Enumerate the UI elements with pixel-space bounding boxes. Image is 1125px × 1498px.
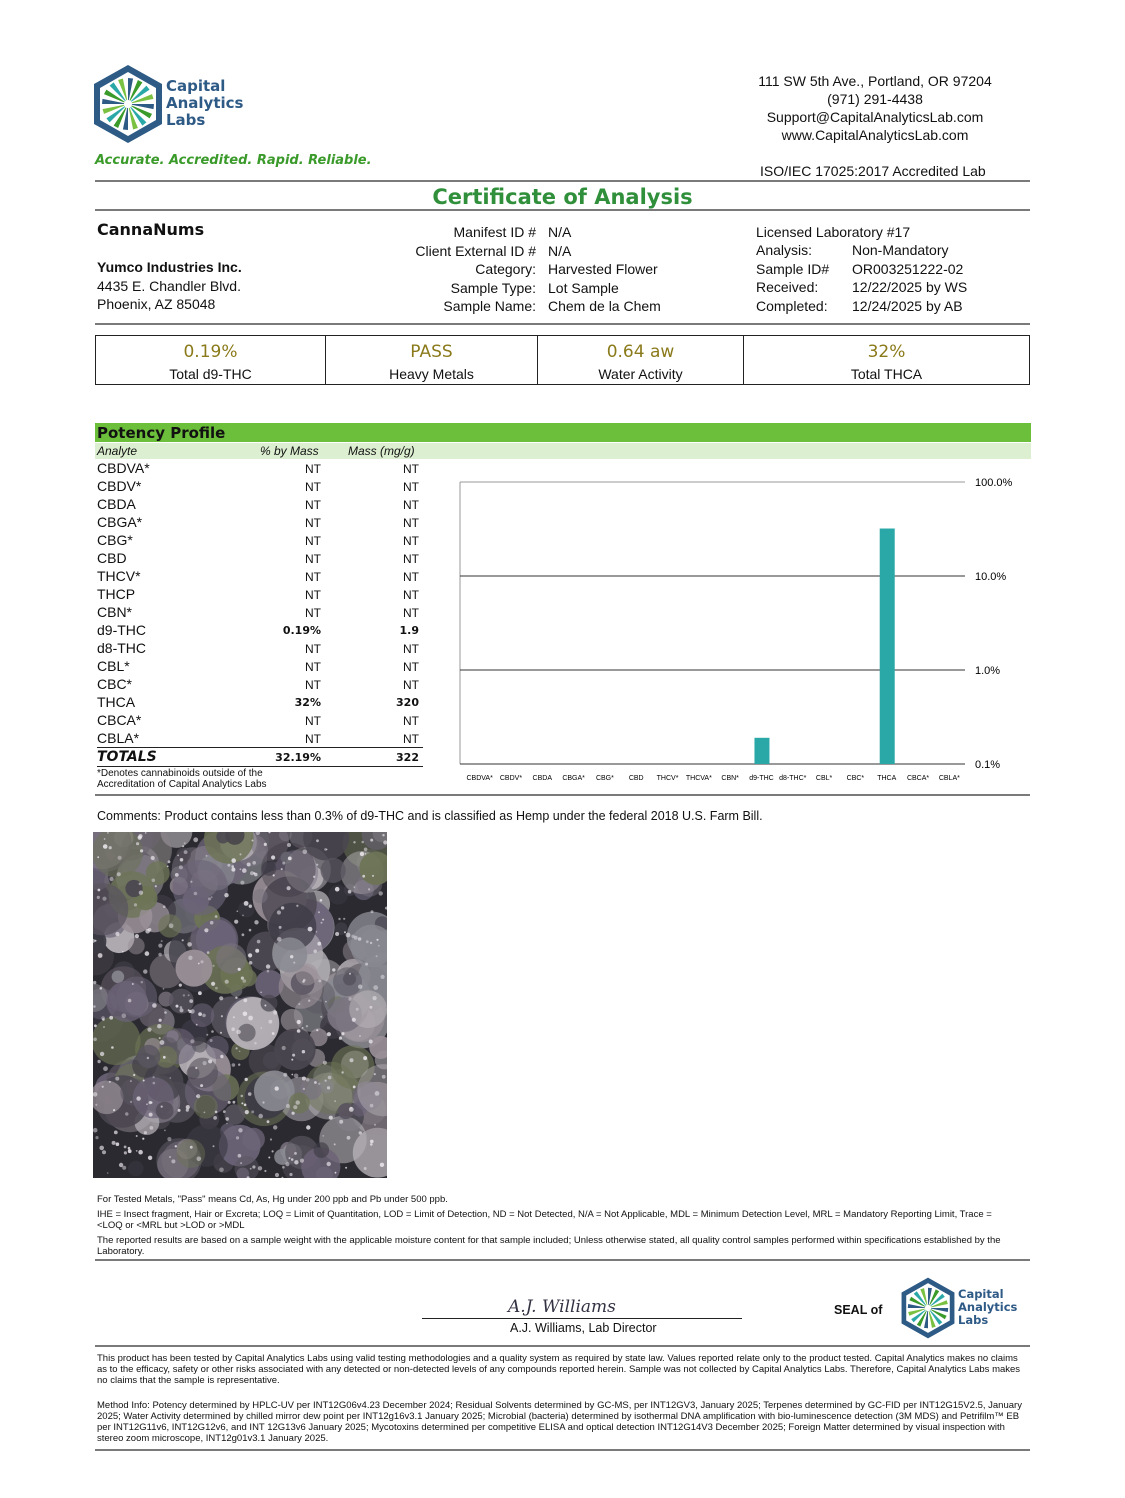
summary-value: 32% [867, 342, 906, 362]
client-street: 4435 E. Chandler Blvd. [97, 277, 241, 294]
potency-title: Potency Profile [97, 424, 226, 442]
summary-label: Heavy Metals [389, 366, 474, 382]
sample-type-value: Lot Sample [548, 279, 619, 296]
analyte-mass: 320 [396, 696, 419, 709]
analyte-pct: NT [305, 678, 321, 692]
lab-name-line1: Capital [166, 77, 226, 95]
potency-column-headers [95, 443, 1031, 459]
lab-address: 111 SW 5th Ave., Portland, OR 97204 [758, 73, 992, 89]
potency-heading [95, 423, 1031, 442]
lab-seal [900, 1276, 1020, 1340]
analyte-name: THCA [97, 694, 136, 710]
summary-water-activity [538, 336, 744, 384]
analyte-mass: NT [403, 534, 419, 548]
lab-email: Support@CapitalAnalyticsLab.com [766, 109, 984, 125]
chart-x-tick-label: CBCA* [906, 775, 930, 782]
footnote-line1: *Denotes cannabinoids outside of the [97, 768, 263, 779]
analyte-name: CBL* [97, 658, 130, 674]
chart-y-tick-label: 0.1% [975, 759, 1001, 771]
lab-phone: (971) 291-4438 [827, 91, 923, 107]
summary-heavy-metals [326, 336, 538, 384]
client-company: Yumco Industries Inc. [97, 259, 242, 275]
sample-name-value: Chem de la Chem [548, 298, 661, 314]
divider [95, 1259, 1030, 1261]
chart-x-tick-label: CBG* [595, 775, 614, 782]
analyte-pct: NT [305, 732, 321, 746]
client-brand: CannaNums [97, 220, 205, 239]
client-ext-label: Client External ID # [415, 242, 536, 259]
analyte-mass: NT [403, 498, 419, 512]
signature-script: A.J. Williams [508, 1297, 616, 1317]
analyte-pct: NT [305, 534, 321, 548]
analyte-pct: NT [305, 642, 321, 656]
divider [95, 180, 1030, 182]
table-row [97, 658, 423, 676]
received-value: 12/22/2025 by WS [852, 279, 968, 295]
table-row [97, 712, 423, 730]
comments: Comments: Product contains less than 0.3% of d9-THC and is classified as Hemp under the federal 2018 U.S. Farm Bill. [97, 809, 763, 823]
analyte-pct: NT [305, 552, 321, 566]
client-address [97, 258, 242, 314]
analyte-mass: NT [403, 714, 419, 728]
chart-x-tick-label: THCVA* [685, 775, 712, 782]
analyte-name: d8-THC [97, 640, 147, 656]
divider [95, 209, 1030, 211]
summary-value: 0.19% [183, 342, 238, 362]
summary-label: Total THCA [850, 366, 923, 382]
table-row [97, 514, 423, 532]
analyte-pct: NT [305, 714, 321, 728]
divider [95, 1345, 1030, 1347]
chart-x-tick-label: THCA [877, 775, 897, 782]
signer: A.J. Williams, Lab Director [510, 1321, 657, 1335]
client-ext-value: N/A [548, 242, 572, 259]
table-row [97, 694, 423, 712]
table-row [97, 586, 423, 604]
chart-x-tick-label: THCV* [656, 775, 679, 782]
sample-labels [380, 223, 536, 316]
completed-value: 12/24/2025 by AB [852, 297, 963, 314]
chart-x-tick-label: CBLA* [938, 775, 960, 782]
table-row [97, 730, 423, 748]
analyte-mass: NT [403, 516, 419, 530]
analyte-name: CBD [97, 550, 127, 566]
analyte-mass: NT [403, 732, 419, 746]
category-label: Category: [475, 261, 536, 277]
analyte-pct: NT [305, 588, 321, 602]
totals-mass: 322 [396, 751, 419, 764]
table-row [97, 676, 423, 694]
sample-id-label: Sample ID# [756, 260, 830, 277]
analyte-mass: NT [403, 678, 419, 692]
chart-x-tick-label: CBL* [815, 775, 833, 782]
product-photo [93, 832, 387, 1178]
disclaimer: This product has been tested by Capital Analytics Labs using valid testing methodologies and a quality system as required by state law. Values reported relate only to the product tested. Capital Analytics makes no claims as to the efficacy, safety or other risks associated with any detected or non-detected levels of any compounds reported herein. Sample was not collected by Capital Analytics Labs. Therefore, Capital Analytics Labs makes no claims that the sample is representative. [97, 1353, 1021, 1386]
chart-y-tick-label: 100.0% [975, 477, 1013, 489]
totals-pct: 32.19% [275, 751, 321, 764]
divider [95, 1449, 1030, 1451]
table-row [97, 532, 423, 550]
analyte-mass: NT [403, 660, 419, 674]
chart-x-tick-label: CBGA* [562, 775, 585, 782]
lab-tagline: Accurate. Accredited. Rapid. Reliable. [95, 153, 372, 168]
chart-x-tick-label: CBDA [532, 775, 553, 782]
analyte-name: CBDA [97, 496, 136, 512]
lab-name-line3: Labs [166, 111, 206, 129]
analysis-value: Non-Mandatory [852, 242, 949, 258]
chart-x-tick-label: CBC* [846, 775, 865, 782]
analyte-pct: NT [305, 480, 321, 494]
lab-name-line2: Analytics [166, 94, 244, 112]
summary-value: PASS [410, 342, 453, 362]
manifest-value: N/A [548, 224, 572, 240]
chart-x-tick-label: d8-THC* [779, 775, 807, 782]
analyte-pct: 32% [294, 696, 321, 709]
analyte-name: CBGA* [97, 514, 143, 530]
summary-label: Total d9-THC [169, 366, 252, 382]
table-row [97, 478, 423, 496]
potency-footnote [97, 768, 267, 790]
chart-x-tick-label: CBN* [721, 775, 739, 782]
summary-total-d9thc [96, 336, 326, 384]
potency-chart [440, 465, 1030, 787]
lab-logo [92, 63, 252, 145]
analyte-mass: NT [403, 570, 419, 584]
table-row [97, 550, 423, 568]
summary-value: 0.64 aw [606, 342, 675, 362]
lab-accreditation: ISO/IEC 17025:2017 Accredited Lab [760, 163, 986, 179]
document-title: Certificate of Analysis [432, 185, 693, 209]
analyte-name: CBCA* [97, 712, 142, 728]
col-analyte: Analyte [97, 444, 138, 458]
totals-label: TOTALS [97, 749, 157, 765]
basis-note: The reported results are based on a sample weight with the applicable moisture content for that sample included; Unless otherwise stated, all quality control samples performed within specifications established by the Laboratory. [97, 1235, 1001, 1257]
totals-rule [97, 747, 423, 748]
analyte-mass: 1.9 [399, 624, 419, 637]
manifest-label: Manifest ID # [453, 224, 536, 240]
license-labels [756, 241, 829, 315]
analysis-label: Analysis: [756, 242, 813, 258]
chart-bar-thca [880, 529, 895, 764]
analyte-pct: NT [305, 606, 321, 620]
seal-name-line1: Capital [958, 1287, 1004, 1301]
lab-contact [740, 72, 1010, 144]
chart-x-tick-label: CBDVA* [466, 775, 493, 782]
signature-line [422, 1318, 742, 1319]
analyte-mass: NT [403, 642, 419, 656]
table-row [97, 460, 423, 478]
sample-id-value: OR003251222-02 [852, 260, 964, 277]
analyte-pct: NT [305, 516, 321, 530]
summary-total-thca [744, 336, 1029, 384]
table-row [97, 622, 423, 640]
analyte-name: CBDVA* [97, 460, 150, 476]
chart-y-tick-label: 1.0% [975, 665, 1001, 677]
analyte-pct: 0.19% [282, 624, 321, 637]
category-value: Harvested Flower [548, 261, 658, 277]
license-values [852, 241, 967, 315]
seal-label: SEAL of [834, 1303, 883, 1317]
method-info: Method Info: Potency determined by HPLC-UV per INT12G06v4.23 December 2024; Residual Solvents determined by GC-MS, per INT12GV3, January 2025; Terpenes determined by GC-FID per INT12G15V2.5, January 2025; Water Activity determined by chilled mirror dew point per INT12g16v3.1 January 2025; Microbial (bacteria) determined by isothermal DNA amplification with bio-luminescence detection (3M MDS) and Petrifilm™ EB per INT12G11v6, INT12G12v6, and INT 12G13v6 January 2025; Mycotoxins determined per competitive ELISA and optical detection INT12G14V3 December 2025; Foreign Matter determined by visual inspection with stereo zoom microscope, INT12g01v3.1 January 2025. [97, 1400, 1022, 1444]
license-line: Licensed Laboratory #17 [756, 224, 911, 240]
col-mass: Mass (mg/g) [348, 444, 415, 458]
received-label: Received: [756, 279, 819, 295]
analyte-mass: NT [403, 480, 419, 494]
analyte-name: THCP [97, 586, 136, 602]
analyte-pct: NT [305, 498, 321, 512]
metals-note: For Tested Metals, "Pass" means Cd, As, Hg under 200 ppb and Pb under 500 ppb. [97, 1194, 448, 1205]
divider [95, 794, 1030, 796]
sample-name-label: Sample Name: [443, 298, 536, 314]
analyte-name: CBN* [97, 604, 133, 620]
analyte-name: CBG* [97, 532, 133, 548]
col-pct: % by Mass [260, 444, 319, 458]
seal-name-line3: Labs [958, 1313, 989, 1327]
hexagon-logo-icon [900, 1276, 956, 1340]
analyte-mass: NT [403, 462, 419, 476]
sample-values [548, 223, 661, 316]
notes [97, 1194, 1017, 1257]
table-row [97, 496, 423, 514]
analyte-name: d9-THC [97, 622, 147, 638]
summary-label: Water Activity [598, 366, 683, 382]
chart-x-tick-label: d9-THC [749, 775, 774, 782]
table-row [97, 568, 423, 586]
client-city: Phoenix, AZ 85048 [97, 296, 216, 312]
totals-row [97, 749, 423, 767]
analyte-mass: NT [403, 606, 419, 620]
analyte-name: CBLA* [97, 730, 140, 746]
table-row [97, 604, 423, 622]
analyte-name: CBDV* [97, 478, 142, 494]
seal-name-line2: Analytics [958, 1300, 1018, 1314]
abbrev-note: IHE = Insect fragment, Hair or Excreta; LOQ = Limit of Quantitation, LOD = Limit of Detection, ND = Not Detected, N/A = Not Applicable, MDL = Minimum Detection Level, MRL = Mandatory Reporting Limit, Trace = <LOQ or <MRL but >LOD or >MDL [97, 1209, 992, 1231]
analyte-pct: NT [305, 462, 321, 476]
analyte-name: CBC* [97, 676, 133, 692]
sample-type-label: Sample Type: [450, 279, 536, 296]
analyte-pct: NT [305, 570, 321, 584]
chart-y-tick-label: 10.0% [975, 571, 1007, 583]
chart-bar-d9thc [754, 738, 769, 764]
analyte-mass: NT [403, 588, 419, 602]
completed-label: Completed: [756, 297, 828, 314]
hexagon-logo-icon [92, 63, 164, 145]
totals-rule-bottom [97, 766, 423, 767]
chart-x-tick-label: CBD [628, 775, 644, 782]
chart-x-tick-label: CBDV* [499, 775, 523, 782]
divider [95, 323, 1030, 325]
analyte-name: THCV* [97, 568, 141, 584]
table-row [97, 640, 423, 658]
footnote-line2: Accreditation of Capital Analytics Labs [97, 779, 267, 790]
lab-website: www.CapitalAnalyticsLab.com [781, 127, 969, 143]
summary-table [95, 335, 1030, 385]
analyte-mass: NT [403, 552, 419, 566]
analyte-pct: NT [305, 660, 321, 674]
